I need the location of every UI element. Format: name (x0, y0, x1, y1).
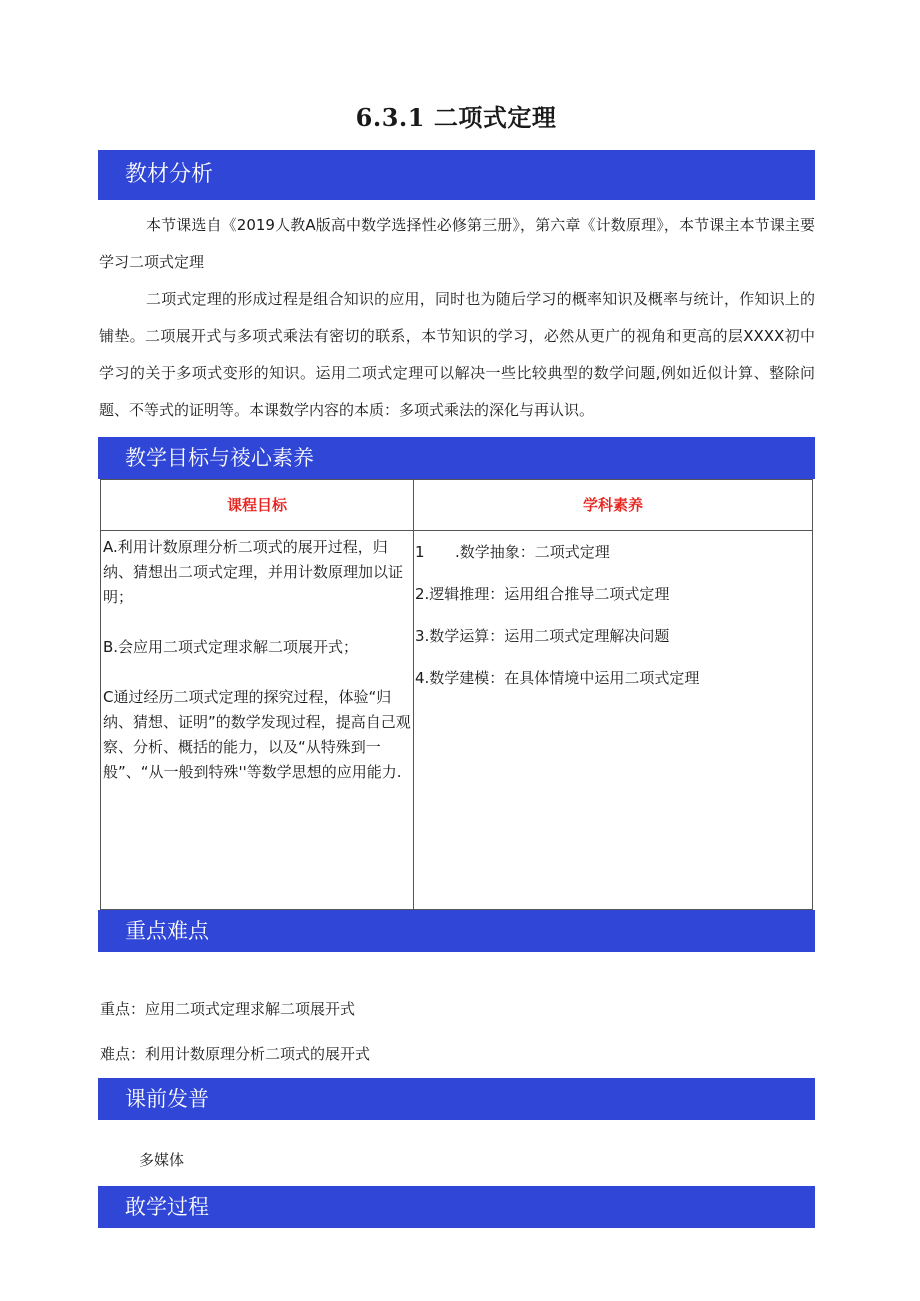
literacy-item-text: 2.逻辑推理：运用组合推导二项式定理 (415, 585, 670, 603)
column-header-literacy: 学科素养 (414, 480, 813, 531)
preparation-content: 多媒体 (139, 1151, 185, 1169)
key-point-text: 重点：应用二项式定理求解二项展开式 (100, 1000, 356, 1018)
page-title: 6.3.1 二项式定理 (355, 103, 557, 132)
objective-item: A.利用计数原理分析二项式的展开过程，归纳、猜想出二项式定理，并用计数原理加以证明； (103, 538, 404, 606)
section-heading-goals: 教学目标与祾心素养 (125, 446, 314, 470)
literacy-cell (414, 531, 813, 910)
literacy-item-number: 1 (415, 543, 425, 561)
section-heading-process: 敢学过程 (125, 1195, 209, 1219)
section-heading-analysis: 教材分析 (125, 162, 214, 187)
objective-item: C通过经历二项式定理的探究过程，体验“归纳、猜想、证明”的数学发现过程，提高自己观察、分析、概括的能力，以及“从特殊到一般”、“从一般到特殊''等数学思想的应用能力. (103, 688, 411, 781)
literacy-item-text: .数学抽象：二项式定理 (455, 543, 610, 561)
section-heading-preparation: 课前发普 (125, 1087, 209, 1111)
literacy-item (415, 615, 812, 657)
section-banner-goals (98, 437, 815, 479)
literacy-item (415, 573, 812, 615)
course-goals-cell (101, 531, 414, 910)
section-banner-process (98, 1186, 815, 1228)
analysis-paragraph: 本节课选自《2019人教A版高中数学选择性必修第三册》，第六章《计数原理》，本节课主本节课主要学习二项式定理 (99, 216, 815, 271)
literacy-item-text: 3.数学运算：运用二项式定理解决问题 (415, 627, 670, 645)
literacy-item-text: 4.数学建模：在具体情境中运用二项式定理 (415, 669, 700, 687)
column-header-course-goals: 课程目标 (101, 480, 414, 531)
goals-table-body-row (101, 531, 813, 910)
analysis-paragraph: 二项式定理的形成过程是组合知识的应用，同时也为随后学习的概率知识及概率与统计，作知识上的铺垫。二项展开式与多项式乘法有密切的联系，本节知识的学习，必然从更广的视角和更高的层XXXX初中学习的关于多项式变形的知识。运用二项式定理可以解决一些比较典型的数学问题,例如近似计算、整除问题、不等式的证明等。本课数学内容的本质：多项式乘法的深化与再认识。 (99, 290, 815, 419)
literacy-item (415, 657, 812, 699)
goals-table-header-row (101, 480, 813, 531)
difficulty-text: 难点：利用计数原理分析二项式的展开式 (100, 1045, 371, 1063)
literacy-item (415, 531, 812, 573)
objective-item: B.会应用二项式定理求解二项展开式； (103, 638, 359, 656)
section-banner-key-points (98, 910, 815, 952)
section-banner-analysis (98, 150, 815, 200)
section-heading-key-points: 重点难点 (125, 919, 209, 943)
section-banner-preparation (98, 1078, 815, 1120)
goals-table (100, 479, 813, 910)
